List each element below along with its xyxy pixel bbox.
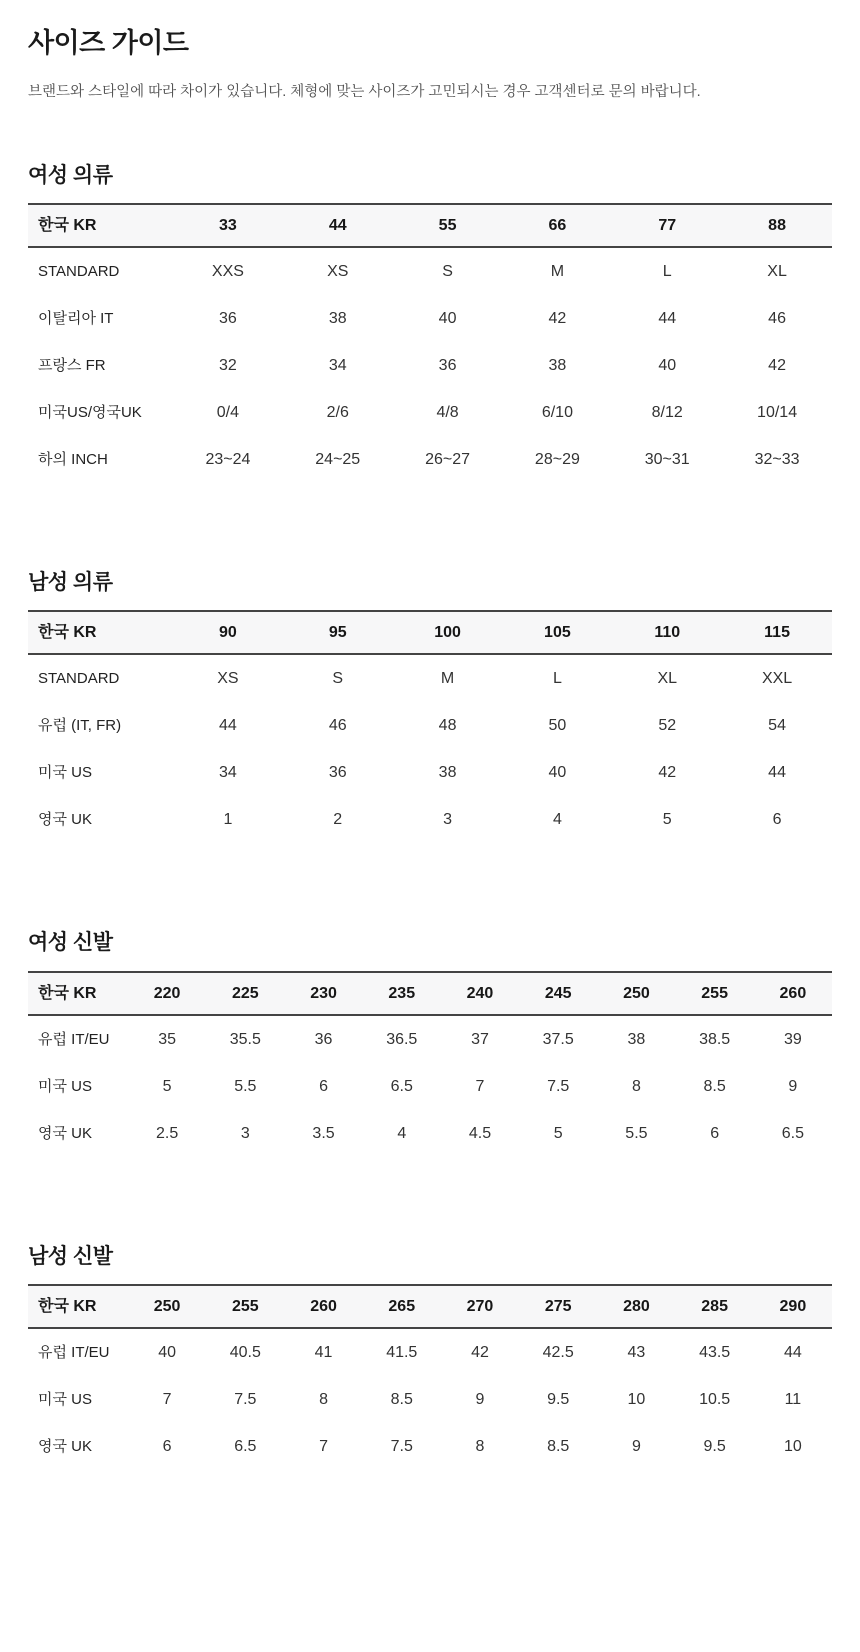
table-cell: 8.5 — [547, 1438, 570, 1456]
size-table-womens-shoes — [28, 971, 832, 1157]
table-cell: 38 — [438, 764, 457, 782]
header-cell: 95 — [283, 611, 393, 654]
table-cell: 6/10 — [541, 404, 573, 422]
row-label: 미국US/영국UK — [38, 404, 142, 422]
table-cell: 43 — [627, 1344, 646, 1362]
header-cell: 220 — [128, 972, 206, 1015]
table-row — [28, 342, 832, 389]
table-cell: 7.5 — [390, 1438, 413, 1456]
table-cell: 6 — [319, 1077, 328, 1095]
header-cell: 88 — [722, 204, 832, 247]
table-row — [28, 1015, 832, 1063]
table-cell: 42 — [471, 1344, 489, 1362]
table-cell: 48 — [438, 717, 457, 735]
header-cell: 265 — [363, 1285, 441, 1328]
table-cell: 10 — [627, 1391, 646, 1409]
table-cell: 38 — [627, 1030, 646, 1048]
header-cell: 290 — [754, 1285, 832, 1328]
table-cell: 44 — [219, 717, 237, 735]
header-cell: 245 — [519, 972, 597, 1015]
header-cell: 77 — [612, 204, 722, 247]
table-cell: 36 — [219, 310, 237, 328]
table-cell: 42 — [658, 764, 677, 782]
table-cell: 41.5 — [386, 1344, 418, 1362]
page-title: 사이즈 가이드 — [28, 28, 189, 58]
table-cell: 6 — [162, 1438, 172, 1456]
table-cell: 52 — [658, 717, 677, 735]
header-cell: 225 — [206, 972, 284, 1015]
section-heading-mens-shoes: 남성 신발 — [28, 1244, 113, 1268]
table-row — [28, 247, 832, 295]
header-cell: 230 — [284, 972, 362, 1015]
table-cell: 43.5 — [699, 1344, 731, 1362]
header-cell: 255 — [676, 972, 754, 1015]
table-cell: 28~29 — [534, 451, 580, 469]
table-cell: 36 — [328, 764, 347, 782]
table-cell: XS — [217, 670, 239, 688]
row-label: 유럽 IT/EU — [38, 1344, 110, 1362]
table-cell: 4/8 — [436, 404, 459, 422]
table-cell: 6.5 — [390, 1077, 413, 1095]
row-label: 하의 INCH — [38, 451, 108, 469]
table-cell: 35.5 — [229, 1030, 261, 1048]
table-cell: 42 — [768, 357, 786, 375]
table-cell: 46 — [768, 310, 786, 328]
table-cell: XL — [657, 670, 678, 688]
table-cell: 44 — [768, 764, 786, 782]
table-cell: 11 — [784, 1391, 802, 1409]
table-cell: 10/14 — [757, 404, 798, 422]
table-row — [28, 654, 832, 702]
table-cell: XXS — [211, 263, 244, 281]
table-cell: 40 — [438, 310, 457, 328]
header-cell: 100 — [393, 611, 503, 654]
header-cell: 255 — [206, 1285, 284, 1328]
table-cell: 3.5 — [312, 1124, 335, 1142]
table-cell: 6 — [772, 811, 782, 829]
table-cell: 24~25 — [315, 451, 361, 469]
header-label: 한국 KR — [28, 611, 173, 654]
table-cell: 40 — [658, 357, 677, 375]
table-cell: 3 — [240, 1124, 250, 1142]
header-cell: 55 — [393, 204, 503, 247]
size-tables-container — [28, 161, 832, 1471]
table-cell: M — [550, 263, 565, 281]
row-label: STANDARD — [38, 670, 120, 688]
table-cell: M — [440, 670, 455, 688]
table-cell: 4 — [397, 1124, 407, 1142]
row-label: 프랑스 FR — [38, 357, 106, 375]
table-cell: 5 — [162, 1077, 172, 1095]
table-cell: S — [442, 263, 453, 281]
table-cell: 8.5 — [703, 1077, 726, 1095]
table-cell: 34 — [219, 764, 237, 782]
row-label: 유럽 (IT, FR) — [38, 717, 122, 735]
table-cell: 38.5 — [699, 1030, 731, 1048]
table-cell: 23~24 — [205, 451, 251, 469]
table-row — [28, 295, 832, 342]
header-cell: 44 — [283, 204, 393, 247]
header-label: 한국 KR — [28, 204, 173, 247]
header-row — [28, 204, 832, 247]
header-row — [28, 611, 832, 654]
section-heading-mens-clothing: 남성 의류 — [28, 571, 113, 595]
table-cell: 5 — [553, 1124, 563, 1142]
table-cell: 5.5 — [625, 1124, 648, 1142]
table-cell: 8/12 — [651, 404, 683, 422]
table-cell: 10 — [783, 1438, 802, 1456]
table-cell: 36.5 — [386, 1030, 418, 1048]
table-cell: 36 — [314, 1030, 333, 1048]
table-cell: 41 — [314, 1344, 333, 1362]
section-womens-shoes — [28, 928, 832, 1156]
table-row — [28, 436, 832, 483]
table-cell: 8 — [319, 1391, 328, 1409]
table-cell: 38 — [548, 357, 567, 375]
table-cell: 8.5 — [390, 1391, 413, 1409]
row-label: 영국 UK — [38, 1124, 92, 1142]
row-label: 미국 US — [38, 764, 92, 782]
table-cell: L — [552, 670, 562, 688]
row-label: 미국 US — [38, 1077, 92, 1095]
header-cell: 240 — [441, 972, 519, 1015]
table-cell: S — [332, 670, 344, 688]
table-cell: 39 — [783, 1030, 802, 1048]
section-heading-womens-shoes: 여성 신발 — [28, 931, 113, 955]
table-cell: 44 — [658, 310, 677, 328]
table-cell: 44 — [783, 1344, 802, 1362]
table-cell: 7 — [475, 1077, 485, 1095]
header-cell: 270 — [441, 1285, 519, 1328]
table-cell: 4 — [552, 811, 562, 829]
table-cell: 9.5 — [703, 1438, 726, 1456]
header-cell: 105 — [502, 611, 612, 654]
header-label: 한국 KR — [28, 1285, 128, 1328]
section-mens-clothing — [28, 568, 832, 843]
row-label: STANDARD — [38, 263, 120, 281]
table-cell: 7.5 — [234, 1391, 257, 1409]
table-cell: 40 — [158, 1344, 176, 1362]
header-label: 한국 KR — [28, 972, 128, 1015]
table-row — [28, 1423, 832, 1470]
page-subtitle: 브랜드와 스타일에 따라 차이가 있습니다. 체형에 맞는 사이즈가 고민되시는 경우 고객센터로 문의 바랍니다. — [28, 84, 701, 101]
row-label: 영국 UK — [38, 811, 92, 829]
header-cell: 235 — [363, 972, 441, 1015]
header-cell: 260 — [284, 1285, 362, 1328]
table-cell: 6 — [710, 1124, 720, 1142]
header-cell: 275 — [519, 1285, 597, 1328]
table-cell: XXL — [761, 670, 793, 688]
header-cell: 285 — [676, 1285, 754, 1328]
table-cell: 26~27 — [425, 451, 471, 469]
table-cell: 0/4 — [216, 404, 240, 422]
section-heading-womens-clothing: 여성 의류 — [28, 163, 113, 187]
table-row — [28, 749, 832, 796]
table-cell: 50 — [548, 717, 567, 735]
table-cell: 7 — [319, 1438, 328, 1456]
table-row — [28, 702, 832, 749]
table-cell: 30~31 — [644, 451, 690, 469]
table-cell: 9 — [475, 1391, 485, 1409]
table-cell: 32 — [219, 357, 237, 375]
table-cell: 10.5 — [699, 1391, 731, 1409]
table-cell: 8 — [631, 1077, 641, 1095]
size-table-mens-shoes — [28, 1284, 832, 1470]
table-cell: 40.5 — [229, 1344, 261, 1362]
table-cell: 6.5 — [234, 1438, 257, 1456]
table-cell: 42 — [548, 310, 567, 328]
row-label: 유럽 IT/EU — [38, 1030, 110, 1048]
table-row — [28, 796, 832, 843]
table-row — [28, 1328, 832, 1376]
header-cell: 90 — [173, 611, 283, 654]
table-cell: 34 — [328, 357, 347, 375]
header-row — [28, 972, 832, 1015]
table-cell: 38 — [328, 310, 347, 328]
table-cell: 42.5 — [542, 1344, 574, 1362]
header-cell: 250 — [597, 972, 675, 1015]
row-label: 영국 UK — [38, 1438, 92, 1456]
table-cell: 5 — [662, 811, 672, 829]
row-label: 미국 US — [38, 1391, 92, 1409]
table-row — [28, 1110, 832, 1157]
table-cell: 4.5 — [468, 1124, 492, 1142]
table-cell: 40 — [548, 764, 567, 782]
table-cell: 2.5 — [155, 1124, 179, 1142]
table-cell: 5.5 — [234, 1077, 257, 1095]
header-cell: 260 — [754, 972, 832, 1015]
table-cell: 8 — [475, 1438, 485, 1456]
table-cell: 36 — [438, 357, 457, 375]
table-cell: 46 — [328, 717, 347, 735]
size-table-womens-clothing — [28, 203, 832, 483]
table-cell: 7.5 — [547, 1077, 570, 1095]
section-mens-shoes — [28, 1242, 832, 1470]
size-table-mens-clothing — [28, 610, 832, 843]
table-cell: L — [662, 263, 672, 281]
table-cell: 37 — [471, 1030, 489, 1048]
table-cell: 9 — [631, 1438, 641, 1456]
table-cell: 9 — [788, 1077, 798, 1095]
table-cell: 7 — [162, 1391, 172, 1409]
row-label: 이탈리아 IT — [38, 310, 114, 328]
table-cell: 3 — [443, 811, 453, 829]
header-row — [28, 1285, 832, 1328]
table-cell: 2 — [333, 811, 343, 829]
table-row — [28, 389, 832, 436]
table-cell: XS — [327, 263, 349, 281]
table-cell: 32~33 — [754, 451, 800, 469]
table-row — [28, 1376, 832, 1423]
header-cell: 33 — [173, 204, 283, 247]
header-cell: 115 — [722, 611, 832, 654]
table-row — [28, 1063, 832, 1110]
header-cell: 250 — [128, 1285, 206, 1328]
table-cell: 35 — [158, 1030, 176, 1048]
table-cell: 9.5 — [547, 1391, 570, 1409]
table-cell: 54 — [768, 717, 786, 735]
table-cell: 37.5 — [542, 1030, 574, 1048]
header-cell: 110 — [612, 611, 722, 654]
table-cell: 2/6 — [326, 404, 349, 422]
table-cell: XL — [767, 263, 787, 281]
header-cell: 280 — [597, 1285, 675, 1328]
section-womens-clothing — [28, 161, 832, 483]
header-cell: 66 — [502, 204, 612, 247]
table-cell: 1 — [223, 811, 233, 829]
table-cell: 6.5 — [781, 1124, 804, 1142]
